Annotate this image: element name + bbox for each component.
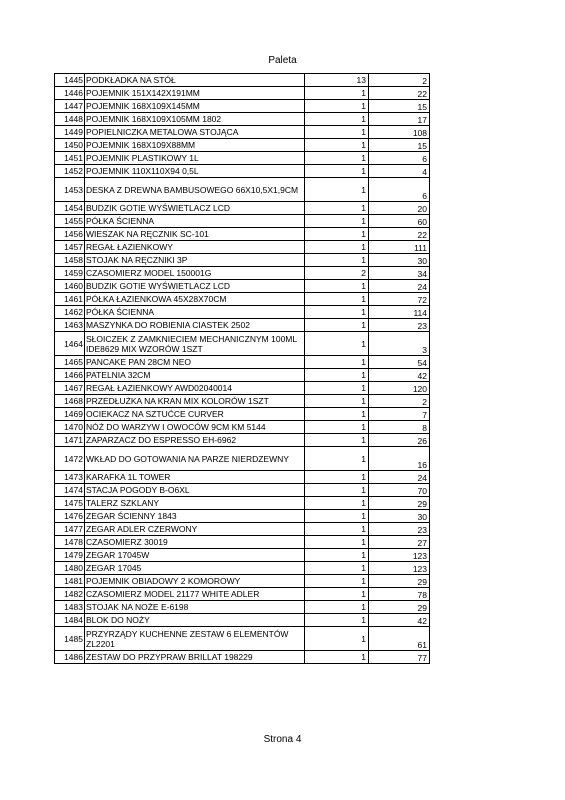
table-row xyxy=(55,588,430,601)
row-name: STOJAK NA NOŻE E-6198 xyxy=(85,601,305,614)
row-qty: 1 xyxy=(305,332,369,356)
table-row xyxy=(55,100,430,113)
row-id: 1445 xyxy=(55,74,85,87)
row-id: 1457 xyxy=(55,241,85,254)
row-id: 1468 xyxy=(55,395,85,408)
row-name: PRZEDŁUŻKA NA KRAN MIX KOLORÓW 1SZT xyxy=(85,395,305,408)
row-name: ZEGAR 17045W xyxy=(85,549,305,562)
row-count: 60 xyxy=(369,215,430,228)
row-name: OCIEKACZ NA SZTUĆCE CURVER xyxy=(85,408,305,421)
row-qty: 1 xyxy=(305,627,369,651)
row-id: 1483 xyxy=(55,601,85,614)
row-id: 1473 xyxy=(55,471,85,484)
row-name: BUDZIK GOTIE WYŚWIETLACZ LCD xyxy=(85,280,305,293)
table-row xyxy=(55,536,430,549)
table-row xyxy=(55,510,430,523)
table-row xyxy=(55,575,430,588)
row-qty: 1 xyxy=(305,497,369,510)
row-qty: 1 xyxy=(305,575,369,588)
table-row xyxy=(55,497,430,510)
table-row xyxy=(55,408,430,421)
row-qty: 1 xyxy=(305,126,369,139)
row-name: ZAPARZACZ DO ESPRESSO EH-6962 xyxy=(85,434,305,447)
page-number-footer: Strona 4 xyxy=(263,734,302,745)
row-qty: 1 xyxy=(305,510,369,523)
row-count: 24 xyxy=(369,471,430,484)
row-qty: 1 xyxy=(305,165,369,178)
row-name: ZESTAW DO PRZYPRAW BRILLAT 198229 xyxy=(85,651,305,664)
row-qty: 1 xyxy=(305,395,369,408)
row-id: 1476 xyxy=(55,510,85,523)
row-count: 29 xyxy=(369,497,430,510)
row-name: POJEMNIK 151X142X191MM xyxy=(85,87,305,100)
row-name: ZEGAR ADLER CZERWONY xyxy=(85,523,305,536)
table-row xyxy=(55,87,430,100)
row-qty: 1 xyxy=(305,614,369,627)
row-count: 29 xyxy=(369,575,430,588)
row-id: 1452 xyxy=(55,165,85,178)
row-qty: 1 xyxy=(305,113,369,126)
row-qty: 1 xyxy=(305,536,369,549)
row-id: 1454 xyxy=(55,202,85,215)
row-id: 1474 xyxy=(55,484,85,497)
row-qty: 1 xyxy=(305,369,369,382)
table-row xyxy=(55,215,430,228)
row-name: PRZYRZĄDY KUCHENNE ZESTAW 6 ELEMENTÓW ZL2201 xyxy=(85,627,305,651)
table-row xyxy=(55,434,430,447)
row-id: 1463 xyxy=(55,319,85,332)
row-id: 1481 xyxy=(55,575,85,588)
table-row xyxy=(55,484,430,497)
product-table xyxy=(54,73,430,664)
row-qty: 1 xyxy=(305,562,369,575)
row-id: 1479 xyxy=(55,549,85,562)
table-row xyxy=(55,356,430,369)
row-id: 1467 xyxy=(55,382,85,395)
product-table-body xyxy=(55,74,430,664)
row-name: STOJAK NA RĘCZNIKI 3P xyxy=(85,254,305,267)
row-id: 1464 xyxy=(55,332,85,356)
table-row xyxy=(55,395,430,408)
row-name: STACJA POGODY B-O6XL xyxy=(85,484,305,497)
row-qty: 1 xyxy=(305,421,369,434)
row-count: 34 xyxy=(369,267,430,280)
row-qty: 1 xyxy=(305,588,369,601)
row-count: 27 xyxy=(369,536,430,549)
row-id: 1471 xyxy=(55,434,85,447)
row-qty: 1 xyxy=(305,139,369,152)
row-name: WIESZAK NA RĘCZNIK SC-101 xyxy=(85,228,305,241)
table-row xyxy=(55,332,430,356)
row-qty: 1 xyxy=(305,319,369,332)
table-row xyxy=(55,562,430,575)
row-id: 1451 xyxy=(55,152,85,165)
row-name: BLOK DO NOŻY xyxy=(85,614,305,627)
row-count: 2 xyxy=(369,395,430,408)
row-count: 70 xyxy=(369,484,430,497)
row-name: BUDZIK GOTIE WYŚWIETLACZ LCD xyxy=(85,202,305,215)
row-id: 1477 xyxy=(55,523,85,536)
table-row xyxy=(55,306,430,319)
row-qty: 1 xyxy=(305,306,369,319)
row-qty: 1 xyxy=(305,484,369,497)
table-row xyxy=(55,126,430,139)
table-row xyxy=(55,549,430,562)
row-qty: 1 xyxy=(305,471,369,484)
row-id: 1460 xyxy=(55,280,85,293)
row-count: 24 xyxy=(369,280,430,293)
row-id: 1458 xyxy=(55,254,85,267)
table-row xyxy=(55,319,430,332)
table-row xyxy=(55,178,430,202)
table-row xyxy=(55,601,430,614)
row-count: 78 xyxy=(369,588,430,601)
row-id: 1450 xyxy=(55,139,85,152)
row-name: POJEMNIK 168X109X145MM xyxy=(85,100,305,113)
row-count: 8 xyxy=(369,421,430,434)
row-name: SŁOICZEK Z ZAMKNIECIEM MECHANICZNYM 100ML IDE8629 MIX WZORÓW 1SZT xyxy=(85,332,305,356)
row-name: POJEMNIK 110X110X94 0,5L xyxy=(85,165,305,178)
row-name: CZASOMIERZ MODEL 21177 WHITE ADLER xyxy=(85,588,305,601)
table-row xyxy=(55,421,430,434)
row-name: POJEMNIK 168X109X105MM 1802 xyxy=(85,113,305,126)
table-row xyxy=(55,152,430,165)
row-count: 17 xyxy=(369,113,430,126)
row-name: PATELNIA 32CM xyxy=(85,369,305,382)
row-count: 22 xyxy=(369,228,430,241)
row-count: 4 xyxy=(369,165,430,178)
row-qty: 1 xyxy=(305,293,369,306)
row-name: TALERZ SZKLANY xyxy=(85,497,305,510)
row-name: MASZYNKA DO ROBIENIA CIASTEK 2502 xyxy=(85,319,305,332)
table-row xyxy=(55,293,430,306)
row-id: 1486 xyxy=(55,651,85,664)
row-name: KARAFKA 1L TOWER xyxy=(85,471,305,484)
row-count: 15 xyxy=(369,100,430,113)
row-qty: 1 xyxy=(305,215,369,228)
row-name: PÓŁKA ŁAZIENKOWA 45X28X70CM xyxy=(85,293,305,306)
table-row xyxy=(55,202,430,215)
row-name: DESKA Z DREWNA BAMBUSOWEGO 66X10,5X1,9CM xyxy=(85,178,305,202)
row-id: 1455 xyxy=(55,215,85,228)
row-count: 15 xyxy=(369,139,430,152)
row-count: 54 xyxy=(369,356,430,369)
row-count: 22 xyxy=(369,87,430,100)
row-qty: 1 xyxy=(305,280,369,293)
row-name: POJEMNIK 168X109X88MM xyxy=(85,139,305,152)
row-id: 1456 xyxy=(55,228,85,241)
row-name: WKŁAD DO GOTOWANIA NA PARZE NIERDZEWNY xyxy=(85,447,305,471)
table-row xyxy=(55,382,430,395)
row-count: 77 xyxy=(369,651,430,664)
row-id: 1470 xyxy=(55,421,85,434)
row-qty: 1 xyxy=(305,254,369,267)
row-qty: 1 xyxy=(305,241,369,254)
table-row xyxy=(55,267,430,280)
row-id: 1462 xyxy=(55,306,85,319)
row-count: 42 xyxy=(369,614,430,627)
row-qty: 1 xyxy=(305,202,369,215)
row-name: PODKŁADKA NA STÓŁ xyxy=(85,74,305,87)
row-count: 42 xyxy=(369,369,430,382)
row-qty: 13 xyxy=(305,74,369,87)
row-count: 7 xyxy=(369,408,430,421)
table-row xyxy=(55,369,430,382)
row-qty: 1 xyxy=(305,601,369,614)
row-count: 72 xyxy=(369,293,430,306)
row-count: 20 xyxy=(369,202,430,215)
row-id: 1459 xyxy=(55,267,85,280)
row-id: 1461 xyxy=(55,293,85,306)
table-row xyxy=(55,471,430,484)
table-row xyxy=(55,447,430,471)
row-id: 1472 xyxy=(55,447,85,471)
row-id: 1485 xyxy=(55,627,85,651)
page-header-title: Paleta xyxy=(268,55,297,66)
row-qty: 1 xyxy=(305,178,369,202)
row-name: REGAŁ ŁAZIENKOWY xyxy=(85,241,305,254)
row-id: 1478 xyxy=(55,536,85,549)
row-qty: 1 xyxy=(305,447,369,471)
row-count: 6 xyxy=(369,152,430,165)
table-row xyxy=(55,627,430,651)
row-count: 23 xyxy=(369,319,430,332)
table-row xyxy=(55,113,430,126)
row-count: 6 xyxy=(369,178,430,202)
row-id: 1447 xyxy=(55,100,85,113)
row-name: CZASOMIERZ 30019 xyxy=(85,536,305,549)
row-name: POJEMNIK OBIADOWY 2 KOMOROWY xyxy=(85,575,305,588)
row-qty: 1 xyxy=(305,382,369,395)
row-id: 1475 xyxy=(55,497,85,510)
row-name: CZASOMIERZ MODEL 150001G xyxy=(85,267,305,280)
row-qty: 1 xyxy=(305,87,369,100)
table-row xyxy=(55,651,430,664)
row-id: 1482 xyxy=(55,588,85,601)
row-name: PÓŁKA ŚCIENNA xyxy=(85,215,305,228)
row-name: REGAŁ ŁAZIENKOWY AWD02040014 xyxy=(85,382,305,395)
row-id: 1448 xyxy=(55,113,85,126)
row-count: 123 xyxy=(369,562,430,575)
row-count: 30 xyxy=(369,254,430,267)
table-row xyxy=(55,74,430,87)
row-qty: 1 xyxy=(305,523,369,536)
row-count: 16 xyxy=(369,447,430,471)
table-row xyxy=(55,228,430,241)
row-qty: 1 xyxy=(305,549,369,562)
row-id: 1480 xyxy=(55,562,85,575)
row-count: 120 xyxy=(369,382,430,395)
row-count: 108 xyxy=(369,126,430,139)
row-count: 30 xyxy=(369,510,430,523)
row-name: POPIELNICZKA METALOWA STOJĄCA xyxy=(85,126,305,139)
row-name: PÓŁKA ŚCIENNA xyxy=(85,306,305,319)
row-id: 1453 xyxy=(55,178,85,202)
row-count: 123 xyxy=(369,549,430,562)
row-id: 1449 xyxy=(55,126,85,139)
table-row xyxy=(55,280,430,293)
row-count: 23 xyxy=(369,523,430,536)
row-count: 114 xyxy=(369,306,430,319)
row-name: ZEGAR 17045 xyxy=(85,562,305,575)
row-count: 2 xyxy=(369,74,430,87)
row-count: 61 xyxy=(369,627,430,651)
row-name: ZEGAR ŚCIENNY 1843 xyxy=(85,510,305,523)
row-qty: 1 xyxy=(305,356,369,369)
row-id: 1484 xyxy=(55,614,85,627)
row-qty: 1 xyxy=(305,152,369,165)
row-qty: 1 xyxy=(305,408,369,421)
row-count: 3 xyxy=(369,332,430,356)
row-qty: 1 xyxy=(305,651,369,664)
row-name: PANCAKE PAN 28CM NEO xyxy=(85,356,305,369)
row-name: POJEMNIK PLASTIKOWY 1L xyxy=(85,152,305,165)
table-row xyxy=(55,254,430,267)
row-id: 1465 xyxy=(55,356,85,369)
table-row xyxy=(55,523,430,536)
row-id: 1446 xyxy=(55,87,85,100)
row-qty: 2 xyxy=(305,267,369,280)
table-row xyxy=(55,165,430,178)
table-row xyxy=(55,139,430,152)
table-row xyxy=(55,614,430,627)
row-name: NÓŻ DO WARZYW I OWOCÓW 9CM KM 5144 xyxy=(85,421,305,434)
row-qty: 1 xyxy=(305,434,369,447)
table-row xyxy=(55,241,430,254)
row-qty: 1 xyxy=(305,228,369,241)
row-id: 1466 xyxy=(55,369,85,382)
row-count: 111 xyxy=(369,241,430,254)
row-count: 29 xyxy=(369,601,430,614)
row-count: 26 xyxy=(369,434,430,447)
row-id: 1469 xyxy=(55,408,85,421)
row-qty: 1 xyxy=(305,100,369,113)
